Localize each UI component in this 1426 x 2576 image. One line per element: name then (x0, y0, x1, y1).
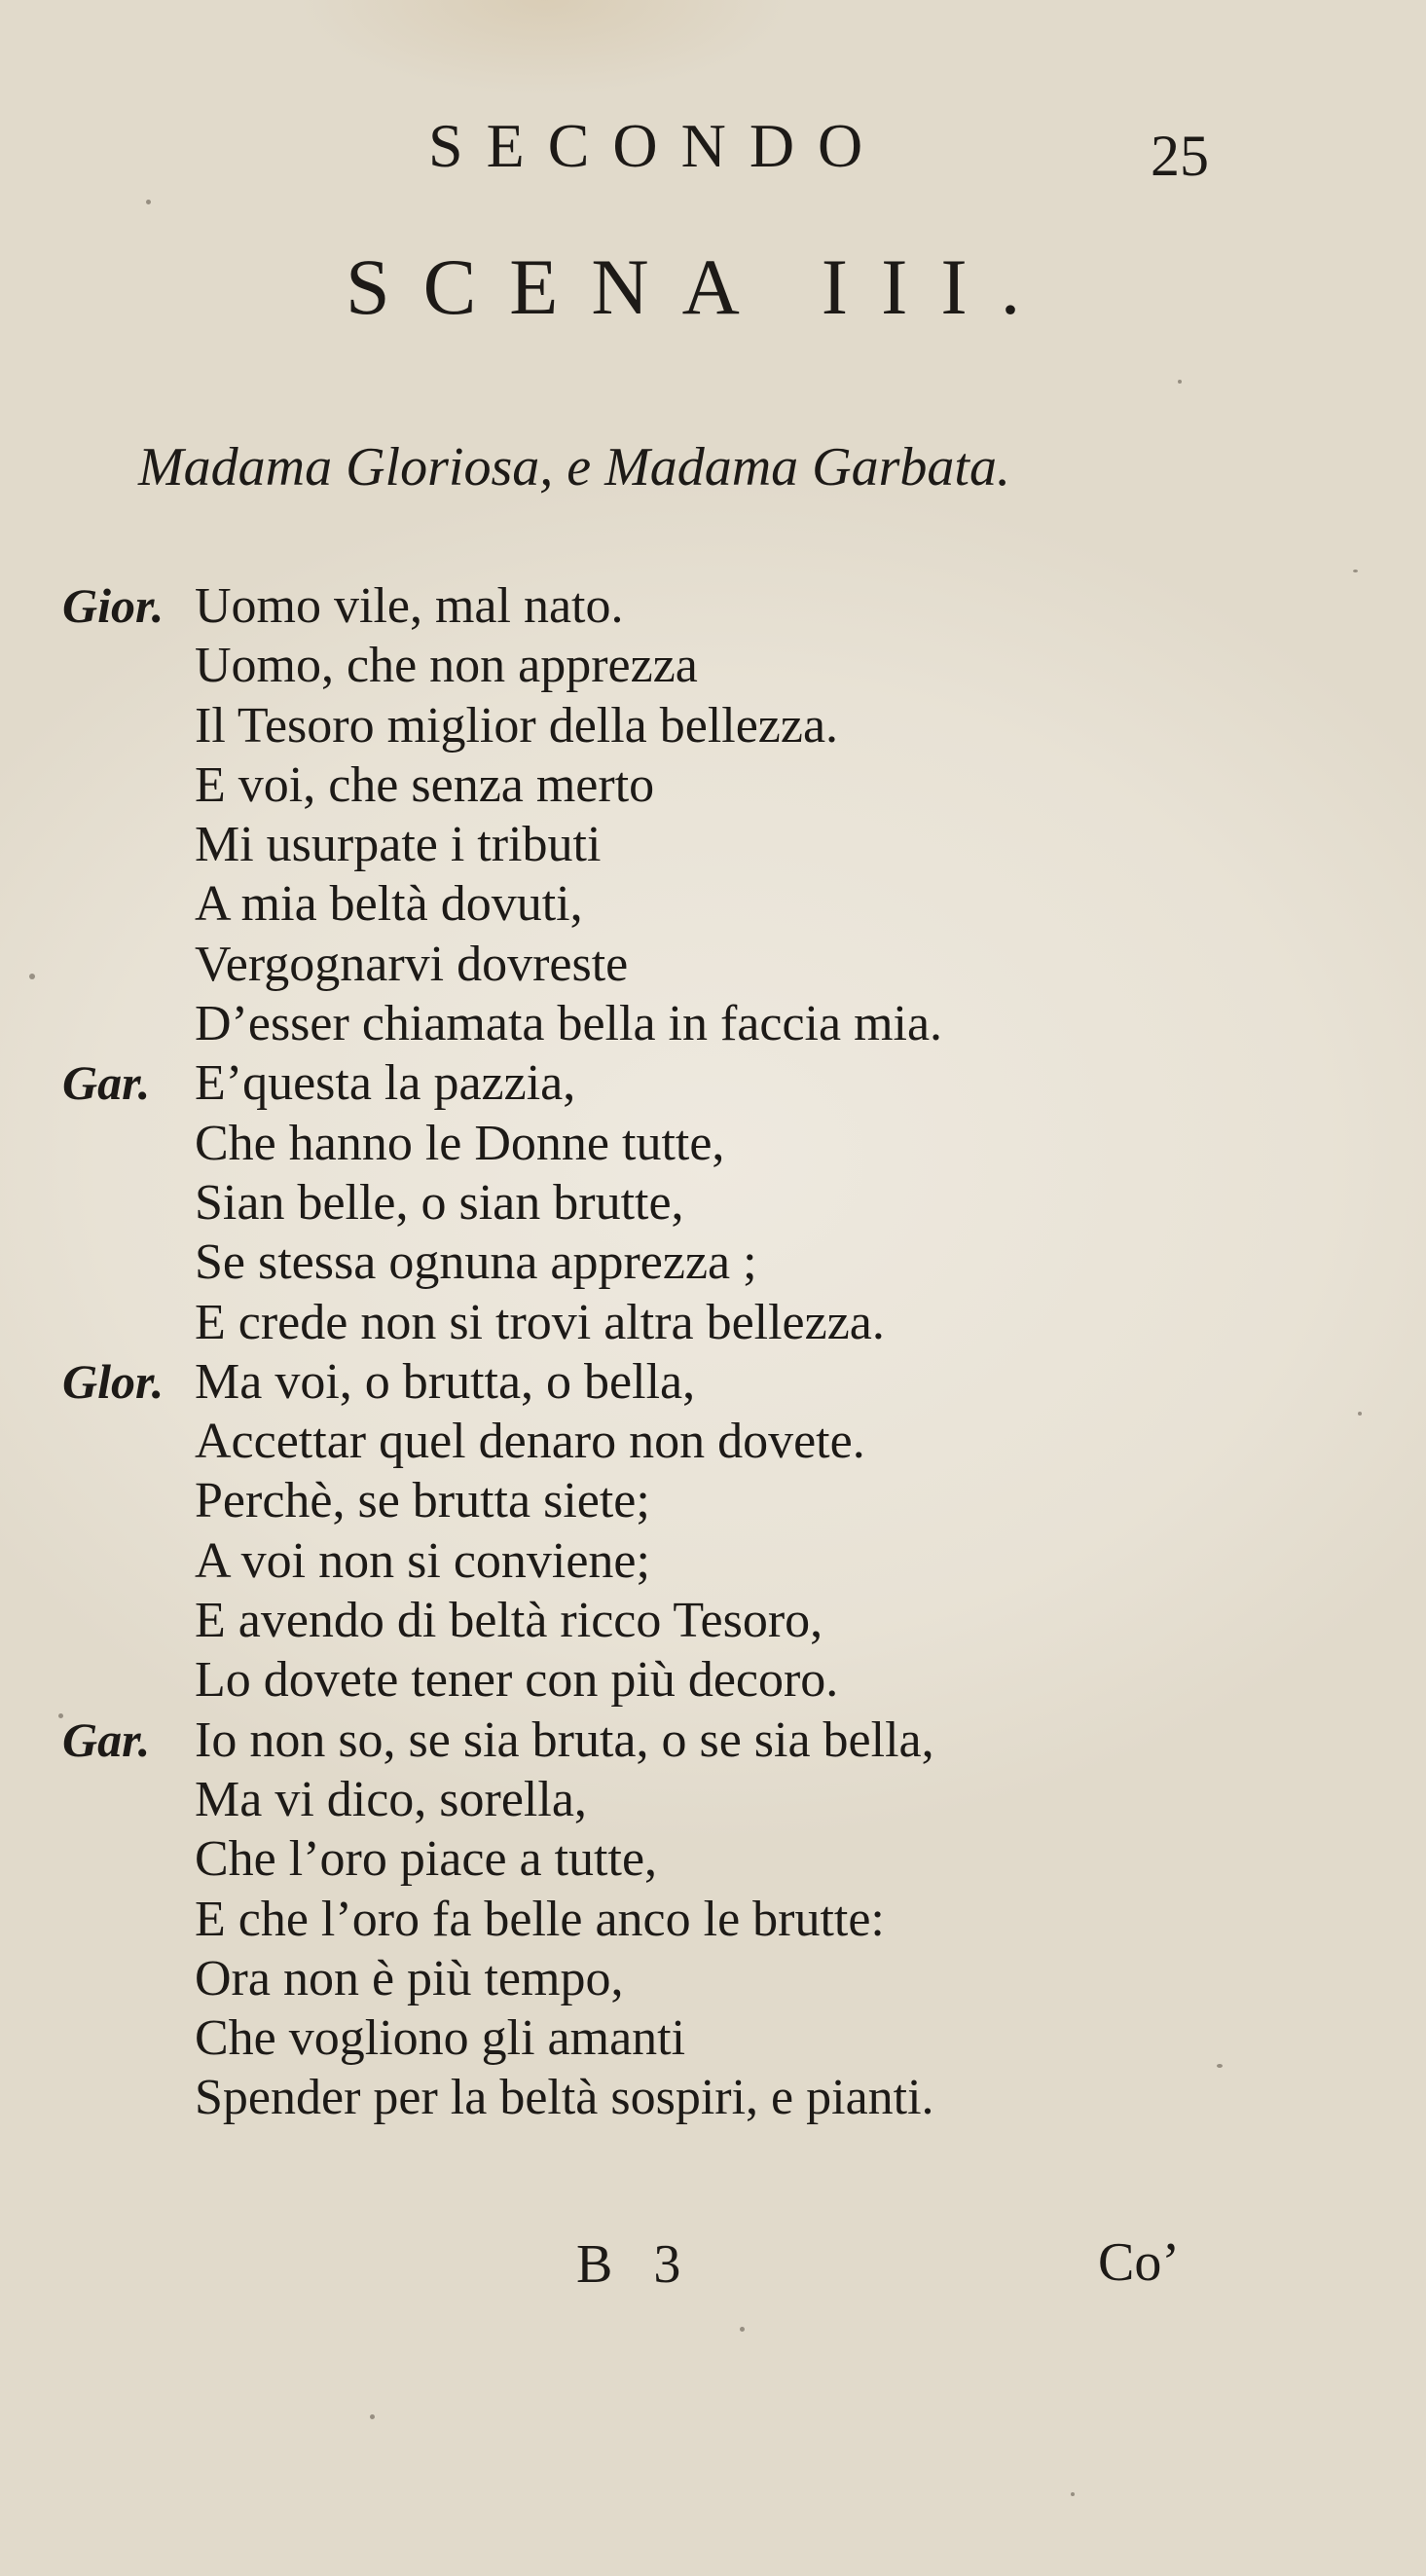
verse-line (0, 1890, 1426, 1949)
verse-line (0, 1053, 1426, 1113)
verse-line (0, 1173, 1426, 1233)
catchword: Co’ (1098, 2232, 1180, 2293)
verse-line (0, 2008, 1426, 2068)
verse-line (0, 1114, 1426, 1173)
verse-line (0, 1650, 1426, 1710)
verse-line (0, 874, 1426, 934)
verse-text: Vergognarvi dovreste (195, 936, 629, 992)
verse-text: E voi, che senza merto (195, 756, 655, 813)
speaker-label: Gar. (62, 1711, 151, 1767)
speaker-label: Glor. (62, 1353, 165, 1409)
verse-line (0, 2068, 1426, 2127)
verse-text: Lo dovete tener con più decoro. (195, 1652, 839, 1709)
verse-line (0, 1949, 1426, 2008)
scene-characters: Madama Gloriosa, e Madama Garbata. (138, 437, 1010, 497)
verse-text: D’esser chiamata bella in faccia mia. (195, 996, 943, 1052)
verse-text: Io non so, se sia bruta, o se sia bella, (195, 1711, 934, 1768)
verse-text: Ora non è più tempo, (195, 1950, 624, 2006)
verse-line (0, 755, 1426, 815)
verse-line (0, 576, 1426, 636)
verse-text: Uomo, che non apprezza (195, 638, 698, 694)
verse-line (0, 1352, 1426, 1412)
verse-line (0, 994, 1426, 1053)
verse-text: Perchè, se brutta siete; (195, 1473, 650, 1529)
verse-line (0, 1829, 1426, 1889)
verse-text: Mi usurpate i tributi (195, 817, 602, 873)
verse-line (0, 1233, 1426, 1292)
verse-line (0, 696, 1426, 755)
verse-list (0, 576, 1426, 2128)
verse-text: Che l’oro piace a tutte, (195, 1831, 658, 1888)
verse-line (0, 1531, 1426, 1591)
verse-text: E crede non si trovi altra bellezza. (195, 1294, 885, 1350)
signature-mark: B 3 (576, 2234, 695, 2295)
verse-text: Spender per la beltà sospiri, e pianti. (195, 2070, 934, 2126)
verse-line (0, 636, 1426, 695)
verse-line (0, 1293, 1426, 1352)
scene-title: SCENA III. (346, 242, 1054, 331)
speaker-label: Gar. (62, 1055, 151, 1111)
verse-text: Se stessa ognuna apprezza ; (195, 1234, 757, 1291)
verse-text: E avendo di beltà ricco Tesoro, (195, 1593, 823, 1649)
verse-text: Ma vi dico, sorella, (195, 1771, 587, 1827)
verse-text: A voi non si conviene; (195, 1532, 650, 1589)
verse-line (0, 815, 1426, 874)
verse-text: Che hanno le Donne tutte, (195, 1115, 725, 1171)
verse-line (0, 1711, 1426, 1770)
verse-text: Che vogliono gli amanti (195, 2010, 686, 2067)
running-head: SECONDO (428, 111, 887, 180)
verse-text: Il Tesoro miglior della bellezza. (195, 697, 839, 754)
verse-text: Sian belle, o sian brutte, (195, 1174, 684, 1231)
verse-text: E che l’oro fa belle anco le brutte: (195, 1891, 885, 1947)
verse-text: Uomo vile, mal nato. (195, 578, 624, 634)
verse-text: A mia beltà dovuti, (195, 876, 583, 933)
verse-line (0, 935, 1426, 994)
verse-line (0, 1412, 1426, 1471)
page-number: 25 (1151, 124, 1209, 188)
verse-text: Ma voi, o brutta, o bella, (195, 1353, 696, 1410)
verse-text: Accettar quel denaro non dovete. (195, 1414, 865, 1470)
verse-text: E’questa la pazzia, (195, 1055, 576, 1112)
verse-line (0, 1591, 1426, 1650)
verse-line (0, 1471, 1426, 1530)
speaker-label: Gior. (62, 578, 165, 633)
verse-line (0, 1770, 1426, 1829)
